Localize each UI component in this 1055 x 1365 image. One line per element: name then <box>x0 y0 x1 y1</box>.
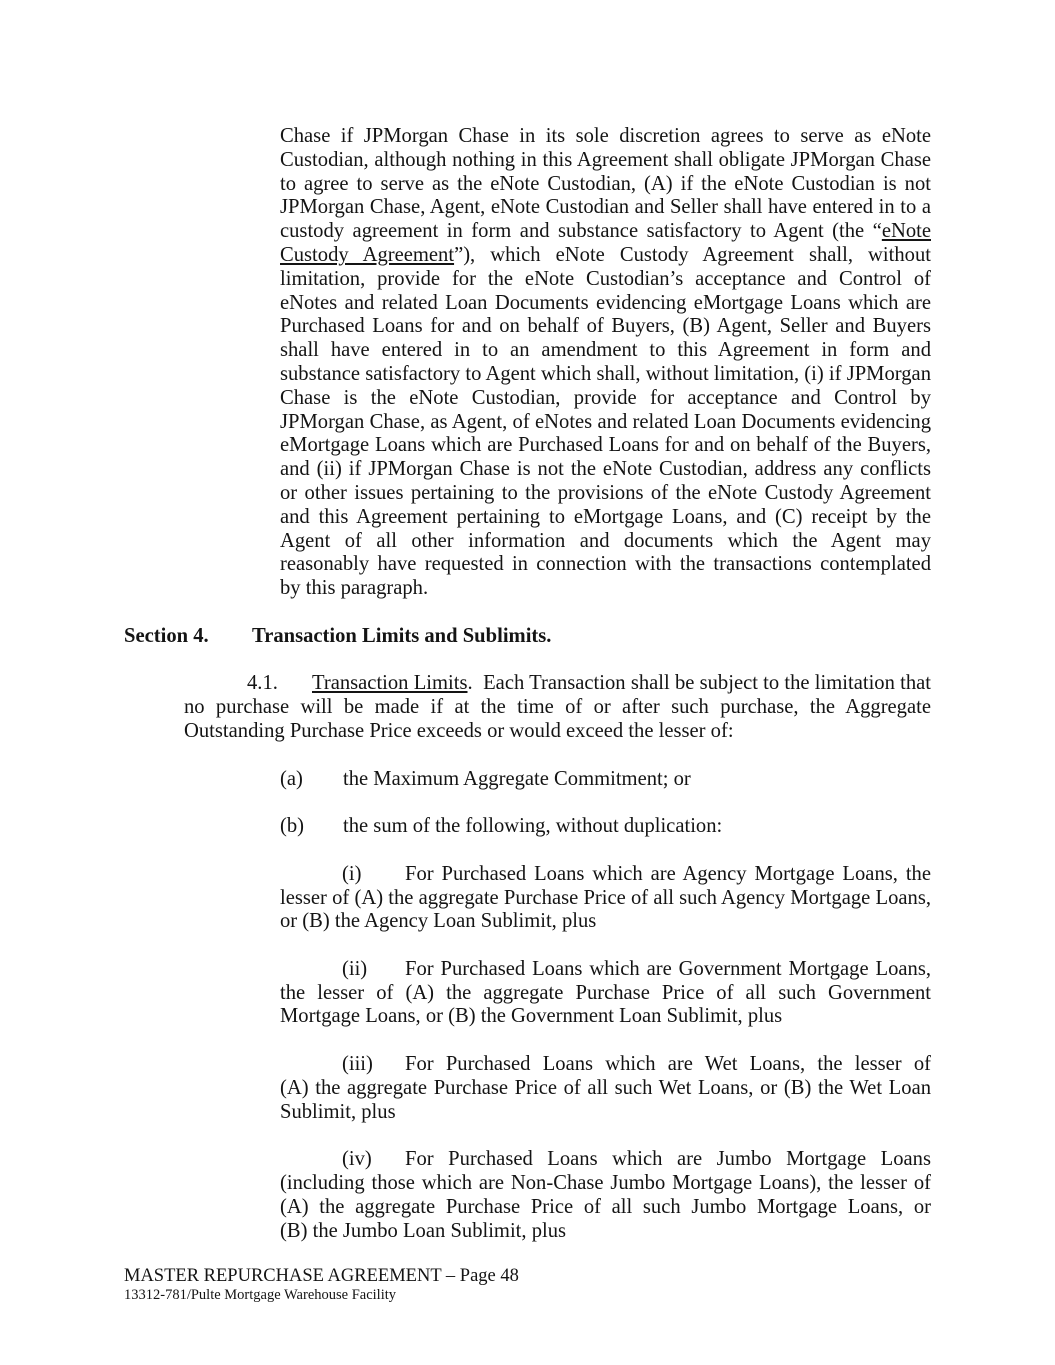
list-item-a <box>280 768 931 792</box>
subitem-iv-text: For Purchased Loans which are Jumbo Mortgage Loans (including those which are Non-Chase Jumbo Mortgage Loans), the lesser of (A) the aggregate Purchase Price of all such Jumbo Mortgage Loans, or (B) the Jumbo Loan Sublimit, plus <box>280 1148 931 1242</box>
footer-document-title: MASTER REPURCHASE AGREEMENT – Page 48 <box>124 1266 519 1286</box>
subitem-iii-text: For Purchased Loans which are Wet Loans, the lesser of (A) the aggregate Purchase Price of all such Wet Loans, or (B) the Wet Loan Sublimit, plus <box>280 1053 931 1123</box>
clause-4-1-paragraph <box>184 672 931 743</box>
subitem-ii-text: For Purchased Loans which are Government Mortgage Loans, the lesser of (A) the aggregate Purchase Price of all such Government Mortgage Loans, or (B) the Government Loan Sublimit, plus <box>280 957 931 1028</box>
subitem-iii-label: (iii) <box>342 1053 373 1076</box>
item-a-text: the Maximum Aggregate Commitment; or <box>343 767 691 790</box>
paragraph-text-pre: Chase if JPMorgan Chase in its sole discretion agrees to serve as eNote Custodian, although nothing in this Agreement shall obligate JPMorgan Chase to agree to serve as the eNote Custodian, (A) if the eNote Custodian is not JPMorgan Chase, Agent, eNote Custodian and Seller shall have entered in to a custody agreement in form and substance satisfactory to Agent (the “ <box>280 125 931 243</box>
defined-term-enote-custody-agreement: eNote Custody Agreement <box>280 220 931 266</box>
item-b-label: (b) <box>280 815 305 838</box>
footer-reference: 13312-781/Pulte Mortgage Warehouse Facility <box>124 1287 397 1303</box>
subitem-i <box>280 863 931 934</box>
continuation-paragraph <box>280 125 931 601</box>
section-number: Section 4. <box>124 624 209 647</box>
section-4-heading <box>124 625 931 649</box>
document-content <box>124 125 931 1267</box>
subitem-i-text: For Purchased Loans which are Agency Mortgage Loans, the lesser of (A) the aggregate Purchase Price of all such Agency Mortgage Loans, or (B) the Agency Loan Sublimit, plus <box>280 862 931 933</box>
subitem-iv <box>280 1148 931 1243</box>
subitem-iii <box>280 1053 931 1124</box>
subitem-i-label: (i) <box>342 862 362 885</box>
subitem-ii-label: (ii) <box>342 957 368 980</box>
list-item-b <box>280 815 931 839</box>
page-footer <box>124 1266 519 1304</box>
subitem-ii <box>280 958 931 1029</box>
paragraph-text-post: ”), which eNote Custody Agreement shall, without limitation, provide for the eNote Custodian’s acceptance and Control of eNotes and related Loan Documents evidencing eMortgage Loans which are Purchased Loans for and on behalf of Buyers, (B) Agent, Seller and Buyers shall have entered in to an amendment to this Agreement in form and substance satisfactory to Agent which shall, without limitation, (i) if JPMorgan Chase is the eNote Custodian, provide for acceptance and Control by JPMorgan Chase, as Agent, of eNotes and related Loan Documents evidencing eMortgage Loans which are Purchased Loans for and on behalf of the Buyers, and (ii) if JPMorgan Chase is not the eNote Custodian, address any conflicts or other issues pertaining to the provisions of the eNote Custody Agreement and this Agreement pertaining to eMortgage Loans, and (C) receipt by the Agent of all other information and documents which the Agent may reasonably have requested in connection with the transactions contemplated by this paragraph. <box>280 243 931 600</box>
item-a-label: (a) <box>280 767 303 790</box>
clause-number: 4.1. <box>247 672 278 695</box>
subitem-iv-label: (iv) <box>342 1148 372 1171</box>
item-b-text: the sum of the following, without duplication: <box>343 815 723 838</box>
clause-text: . Each Transaction shall be subject to the limitation that no purchase will be made if at the time of or after such purchase, the Aggregate Outstanding Purchase Price exceeds or would exceed the lesser of: <box>184 672 931 742</box>
section-title: Transaction Limits and Sublimits. <box>252 624 552 647</box>
clause-title-underlined: Transaction Limits <box>312 672 468 695</box>
